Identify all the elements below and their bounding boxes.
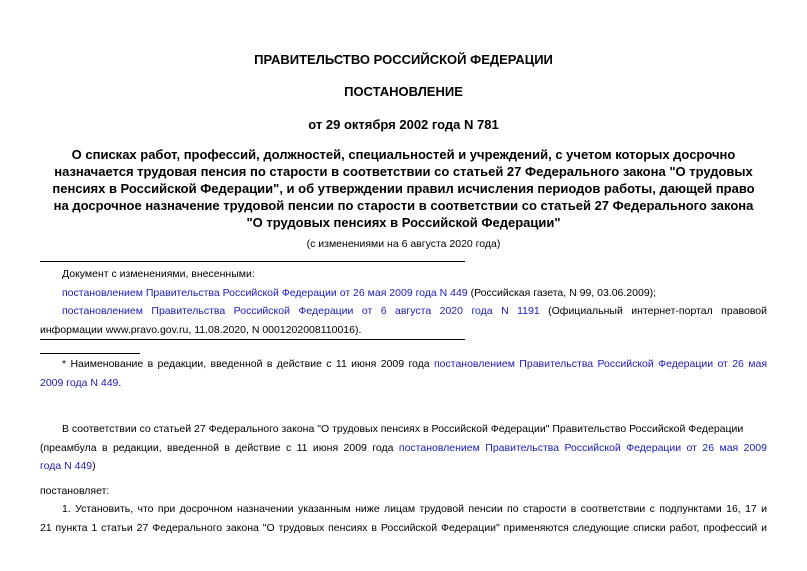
- item-1-line: 1. Установить, что при досрочном назначении указанным ниже лицам трудовой пенсии по старости в соответствии с подпунктами 16, 17 и: [62, 503, 767, 515]
- footnote-link-cont[interactable]: 2009 года N 449: [40, 376, 119, 389]
- preamble-line: [40, 457, 767, 476]
- preamble: [40, 420, 767, 476]
- footnote-line: [40, 374, 767, 393]
- preamble-line: В соответствии со статьей 27 Федерального закона "О трудовых пенсиях в Российской Федерации" Правительство Российской Федерации: [62, 423, 744, 435]
- footnote-line: [40, 355, 767, 374]
- government-heading: ПРАВИТЕЛЬСТВО РОССИЙСКОЙ ФЕДЕРАЦИИ: [254, 52, 553, 67]
- title-line: "О трудовых пенсиях в Российской Федерации": [246, 215, 561, 230]
- document-title: [40, 146, 767, 231]
- divider-bottom: [40, 339, 465, 340]
- change-link-449[interactable]: постановлением Правительства Российской Федерации от 26 мая 2009 года N 449: [62, 286, 468, 299]
- preamble-link-cont[interactable]: года N 449: [40, 460, 93, 472]
- change-source: (Российская газета, N 99, 03.06.2009);: [467, 286, 657, 299]
- date-number-heading: от 29 октября 2002 года N 781: [308, 117, 499, 132]
- divider-top: [40, 261, 465, 262]
- change-source-cont: информации www.pravo.gov.ru, 11.08.2020, N 0001202008110016).: [40, 323, 362, 336]
- footnote-text: * Наименование в редакции, введенной в действие с 11 июня 2009 года: [62, 358, 434, 370]
- preamble-link[interactable]: постановлением Правительства Российской Федерации от 26 мая 2009: [398, 441, 767, 454]
- footnote-link[interactable]: постановлением Правительства Российской Федерации от 26 мая: [433, 358, 768, 370]
- title-line: пенсиях в Российской Федерации", и об утверждении правил исчисления периодов работы, дающей право: [52, 181, 755, 196]
- changes-block: [40, 265, 767, 339]
- item-1: [40, 500, 767, 537]
- decree-word: постановляет:: [40, 485, 110, 497]
- change-item: [40, 284, 767, 303]
- footnote-tail: .: [118, 376, 122, 389]
- item-1-line: 21 пункта 1 статьи 27 Федерального закона "О трудовых пенсиях в Российской Федерации" применяются следующие списки работ, профессий и: [40, 521, 767, 534]
- preamble-tail: ): [92, 460, 96, 472]
- title-line: на досрочное назначение трудовой пенсии по старости в соответствии со статьей 27 Федерального закона: [53, 198, 754, 213]
- revision-note: (с изменениями на 6 августа 2020 года): [306, 238, 501, 250]
- title-line: О списках работ, профессий, должностей, специальностей и учреждений, с учетом которых досрочно: [71, 147, 736, 162]
- change-item: [40, 302, 767, 321]
- footnote-divider: [40, 353, 140, 354]
- document-type-heading: ПОСТАНОВЛЕНИЕ: [344, 84, 463, 99]
- change-source: (Официальный интернет-портал правовой: [539, 305, 767, 317]
- preamble-text: (преамбула в редакции, введенной в действие с 11 июня 2009 года: [40, 441, 399, 454]
- change-link-1191[interactable]: постановлением Правительства Российской Федерации от 6 августа 2020 года N 1191: [62, 305, 540, 317]
- title-line: назначается трудовая пенсия по старости в соответствии со статьей 27 Федерального закона "О трудовых: [54, 164, 753, 179]
- preamble-line: [40, 439, 767, 458]
- footnote: [40, 355, 767, 392]
- changes-intro: Документ с изменениями, внесенными:: [62, 268, 255, 280]
